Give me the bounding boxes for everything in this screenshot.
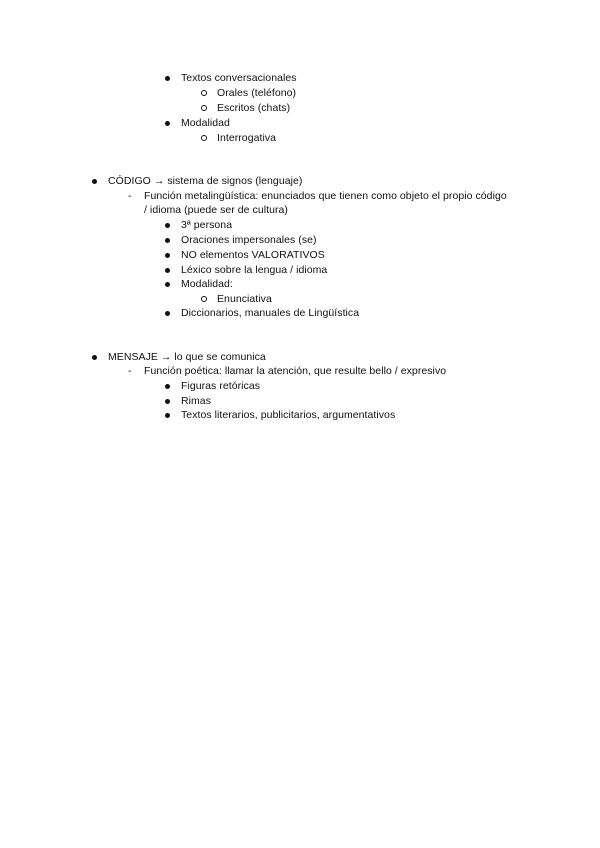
list-item: Figuras retóricas bbox=[181, 380, 261, 392]
function-description: Función metalingüística: enunciados que tienen como objeto el propio código bbox=[144, 190, 507, 202]
bullet-icon bbox=[165, 268, 170, 273]
list-item: Rimas bbox=[181, 395, 212, 407]
hollow-bullet-icon bbox=[201, 296, 207, 302]
hollow-bullet-icon bbox=[201, 135, 207, 141]
bullet-icon bbox=[165, 223, 170, 228]
bullet-icon bbox=[165, 399, 170, 404]
list-item: Orales (teléfono) bbox=[217, 87, 297, 99]
section-heading: MENSAJE → lo que se comunica bbox=[108, 351, 266, 363]
list-item: NO elementos VALORATIVOS bbox=[181, 249, 325, 261]
function-description-continued: / idioma (puede ser de cultura) bbox=[144, 204, 288, 216]
bullet-icon bbox=[165, 238, 170, 243]
bullet-icon bbox=[165, 311, 170, 316]
list-item: Léxico sobre la lengua / idioma bbox=[181, 264, 328, 276]
list-item: Modalidad: bbox=[181, 278, 233, 290]
list-item: Textos conversacionales bbox=[181, 72, 297, 84]
list-item: Interrogativa bbox=[217, 132, 277, 144]
list-item: Diccionarios, manuales de Lingüística bbox=[181, 307, 360, 319]
list-item: Oraciones impersonales (se) bbox=[181, 234, 317, 246]
bullet-icon bbox=[165, 384, 170, 389]
bullet-icon bbox=[92, 179, 97, 184]
dash-icon: - bbox=[128, 190, 132, 202]
bullet-icon bbox=[165, 413, 170, 418]
bullet-icon bbox=[92, 355, 97, 360]
bullet-icon bbox=[165, 282, 170, 287]
bullet-icon bbox=[165, 253, 170, 258]
list-item: Textos literarios, publicitarios, argumentativos bbox=[181, 409, 396, 421]
hollow-bullet-icon bbox=[201, 105, 207, 111]
list-item: Escritos (chats) bbox=[217, 102, 291, 114]
function-description: Función poética: llamar la atención, que resulte bello / expresivo bbox=[144, 365, 447, 377]
dash-icon: - bbox=[128, 365, 132, 377]
bullet-icon bbox=[165, 76, 170, 81]
list-item: 3ª persona bbox=[181, 219, 233, 231]
bullet-icon bbox=[165, 121, 170, 126]
list-item: Modalidad bbox=[181, 117, 230, 129]
hollow-bullet-icon bbox=[201, 90, 207, 96]
section-heading: CÓDIGO → sistema de signos (lenguaje) bbox=[108, 175, 303, 187]
list-item: Enunciativa bbox=[217, 293, 272, 305]
